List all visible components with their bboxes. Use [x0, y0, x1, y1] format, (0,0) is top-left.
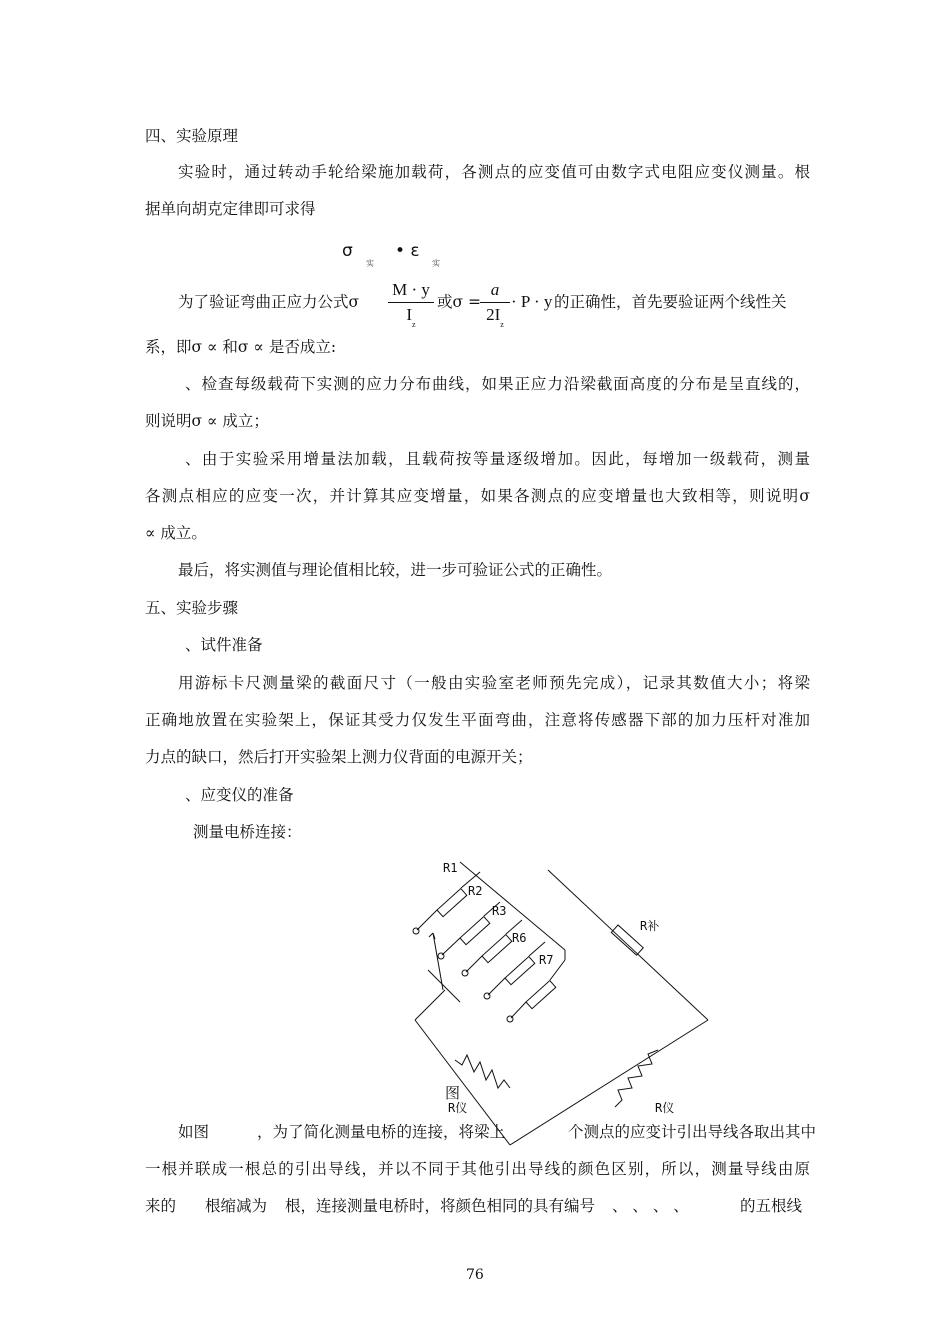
switch-arm — [428, 970, 460, 1002]
switch-lever — [433, 933, 443, 990]
terminal-2 — [438, 953, 444, 959]
figure-label: 图 — [445, 1084, 461, 1102]
fraction-denominator — [388, 304, 434, 336]
paragraph-line: 据单向胡克定律即可求得 — [145, 200, 316, 218]
paragraph-line: 用游标卡尺测量梁的截面尺寸（一般由实验室老师预先完成），记录其数值大小；将梁 — [178, 674, 810, 692]
label-r6: R6 — [512, 931, 527, 945]
bridge-circuit-diagram — [400, 850, 720, 1150]
wire — [417, 910, 437, 930]
label-r-instrument-left: R仪 — [448, 1101, 468, 1115]
paragraph-fragment: 根缩减为 — [205, 1197, 268, 1215]
subsection-heading: 、应变仪的准备 — [185, 786, 294, 804]
label-r3: R3 — [492, 904, 507, 918]
wire — [442, 938, 460, 955]
label-r7: R7 — [539, 953, 554, 967]
formula-or-text: 或σ = — [437, 293, 481, 311]
paragraph-line: 力点的缺口，然后打开实验架上测力仪背面的电源开关； — [145, 748, 533, 766]
resistor-r6 — [505, 957, 535, 985]
paragraph-line: 正确地放置在实验架上，保证其受力仅发生平面弯曲，注意将传感器下部的加力压杆对准加 — [145, 711, 810, 729]
paragraph-line: 、检查每级载荷下实测的应力分布曲线，如果正应力沿梁截面高度的分布是呈直线的， — [185, 375, 810, 393]
paragraph-fragment: 来的 — [145, 1197, 177, 1215]
terminal-6 — [484, 993, 490, 999]
label-r2: R2 — [468, 884, 483, 898]
paragraph-line: 则说明σ ∝ 成立； — [145, 412, 269, 430]
terminal-1 — [413, 928, 419, 934]
formula-dot-epsilon: • ε — [395, 241, 420, 261]
fraction-den-subscript: z — [412, 320, 416, 329]
wire — [488, 978, 505, 995]
paragraph-fragment: 个测点的应变计引出导线各取出其中 — [568, 1123, 817, 1141]
paragraph-line: 系，即σ ∝ 和σ ∝ 是否成立: — [145, 338, 337, 356]
fraction-den-subscript: z — [500, 320, 504, 329]
paragraph-fragment: 如图 — [178, 1123, 210, 1141]
fraction-den-main: 2I — [486, 305, 501, 324]
paragraph-line: ∝ 成立。 — [145, 524, 207, 542]
formula-epsilon-subscript: 实 — [432, 259, 440, 268]
bridge-connection-title: 测量电桥连接： — [193, 823, 302, 841]
section-heading-steps: 五、实验步骤 — [145, 599, 239, 617]
fraction-numerator: a — [490, 280, 500, 299]
paragraph-fragment: 、 、 、 、 — [612, 1197, 689, 1215]
label-r1: R1 — [443, 861, 458, 875]
paragraph-line: 一根并联成一根总的引出导线，并以不同于其他引出导线的颜色区别，所以，测量导线由原 — [145, 1160, 810, 1178]
paragraph-fragment: 根，连接测量电桥时，将颜色相同的具有编号 — [285, 1197, 596, 1215]
formula-p-y: · P · y — [511, 292, 553, 311]
bridge-edge-left-lower — [415, 990, 445, 1020]
paragraph-line: 、由于实验采用增量法加载，且载荷按等量逐级增加。因此，每增加一级载荷，测量 — [185, 450, 810, 468]
fraction-bar — [388, 302, 434, 303]
paragraph-fragment: ，为了简化测量电桥的连接，将梁上 — [257, 1123, 506, 1141]
wire — [466, 956, 482, 972]
terminal-3 — [462, 970, 468, 976]
wire — [511, 1002, 526, 1018]
subsection-heading: 、试件准备 — [185, 636, 263, 654]
fraction-den-main: I — [406, 305, 413, 324]
terminal-7 — [507, 1016, 513, 1022]
label-r-compensation: R补 — [640, 919, 660, 933]
section-heading-principle: 四、实验原理 — [145, 127, 239, 145]
formula-sigma-subscript: 实 — [366, 259, 374, 268]
resistor-r1 — [437, 889, 467, 917]
switch-arrow — [429, 933, 433, 937]
paragraph-line: 最后，将实测值与理论值相比较，进一步可验证公式的正确性。 — [178, 561, 613, 579]
paragraph-fragment: 的五根线 — [740, 1197, 803, 1215]
fraction-denominator — [480, 304, 510, 336]
paragraph-line: 实验时，通过转动手轮给梁施加载荷，各测点的应变值可由数字式电阻应变仪测量。根 — [178, 163, 810, 181]
fraction-bar — [480, 302, 510, 303]
fraction-a-over-2iz — [480, 279, 510, 336]
fraction-numerator: M · y — [392, 280, 430, 299]
fraction-m-y-over-iz — [388, 279, 434, 336]
paragraph-line: 各测点相应的应变一次，并计算其应变增量，如果各测点的应变增量也大致相等，则说明σ — [145, 487, 810, 505]
resistor-r3 — [482, 935, 512, 963]
formula-intro-text: 为了验证弯曲正应力公式σ — [178, 293, 360, 311]
resistor-r-instrument-right — [615, 1050, 658, 1107]
label-r-instrument-right: R仪 — [655, 1101, 675, 1115]
resistor-r7 — [526, 981, 556, 1009]
resistor-r2 — [460, 917, 490, 945]
formula-sigma: σ — [342, 241, 353, 261]
resistor-r-compensation — [611, 925, 643, 955]
page-number: 76 — [466, 1267, 484, 1283]
paragraph-line: 的正确性，首先要验证两个线性关 — [554, 293, 787, 311]
bridge-edge-top-right — [548, 870, 708, 1020]
